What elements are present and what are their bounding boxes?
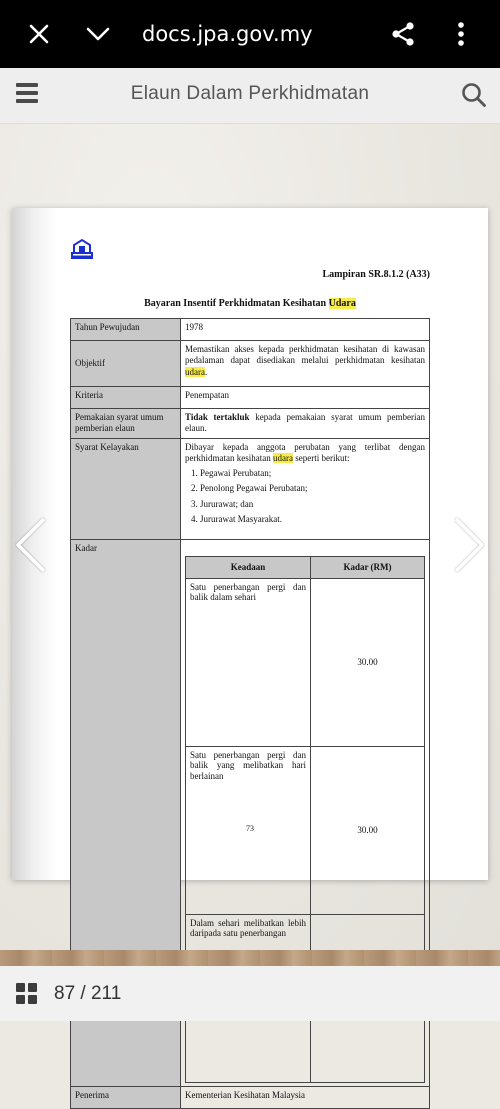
document-title [12, 298, 488, 309]
table-row [71, 319, 430, 341]
table-row [71, 1086, 430, 1108]
rate-condition: Dalam sehari melibatkan lebih daripada satu penerbangan [186, 914, 311, 1082]
eligibility-text-start: Dibayar kepada anggota perubatan yang terlibat dengan perkhidmatan kesihatan [185, 441, 425, 463]
row-value [181, 341, 430, 387]
row-label: Penerima [71, 1086, 181, 1108]
row-value [181, 409, 430, 439]
objective-text-end: . [205, 366, 208, 377]
next-page-arrow-icon[interactable] [450, 515, 490, 575]
eligibility-text-end: seperti berikut: [295, 452, 350, 463]
eligibility-text [185, 442, 425, 465]
share-icon[interactable] [389, 20, 417, 48]
table-row [71, 341, 430, 387]
rate-value: 30.00 [311, 578, 425, 746]
more-vert-icon[interactable] [447, 20, 475, 48]
row-label: Kadar [71, 539, 181, 1086]
row-label: Kriteria [71, 387, 181, 409]
rate-row [186, 578, 425, 746]
rate-value: 30.00 [311, 746, 425, 914]
search-highlight: udara [272, 452, 293, 463]
table-row [71, 387, 430, 409]
appendix-label: Lampiran SR.8.1.2 (A33) [322, 269, 430, 280]
row-value: Penempatan [181, 387, 430, 409]
list-item: 3. Jururawat; dan [191, 498, 254, 509]
document-title-text: Bayaran Insentif Perkhidmatan Kesihatan [144, 298, 327, 309]
app-header [0, 68, 500, 124]
row-label: Pemakaian syarat umum pemberian elaun [71, 409, 181, 439]
column-header: Keadaan [186, 556, 311, 578]
page-counter: 87 / 211 [54, 983, 122, 1004]
close-icon[interactable] [25, 20, 53, 48]
bold-text: Tidak tertakluk [185, 412, 250, 422]
jpa-logo-icon [70, 238, 94, 260]
rate-condition: Satu penerbangan pergi dan balik dalam sehari [186, 578, 311, 746]
column-header: Kadar (RM) [311, 556, 425, 578]
rate-header-row [186, 556, 425, 578]
wood-floor-decoration [0, 950, 500, 966]
objective-text: Memastikan akses kepada perkhidmatan kesihatan di kawasan pedalaman dapat disediakan melalui perkhidmatan kesihatan [185, 344, 425, 366]
bottom-bar [0, 966, 500, 1021]
url-text[interactable]: docs.jpa.gov.my [142, 22, 313, 46]
browser-toolbar [0, 0, 500, 68]
list-item: 2. Penolong Pegawai Perubatan; [191, 483, 308, 494]
search-highlight: udara [185, 366, 205, 377]
row-label: Objektif [71, 341, 181, 387]
rate-condition: Satu penerbangan pergi dan balik yang melibatkan hari berlainan [186, 746, 311, 914]
list-item: 1. Pegawai Perubatan; [191, 468, 272, 478]
table-row [71, 409, 430, 439]
search-highlight: Udara [328, 298, 356, 309]
table-row [71, 438, 430, 539]
search-icon[interactable] [461, 82, 487, 108]
row-value: Kementerian Kesihatan Malaysia [181, 1086, 430, 1108]
page-title: Elaun Dalam Perkhidmatan [130, 83, 370, 104]
list-item: 4. Jururawat Masyarakat. [191, 513, 282, 524]
row-value [181, 438, 430, 539]
row-text: kepada pemakaian syarat umum pemberian elaun. [185, 412, 426, 434]
row-label: Tahun Pewujudan [71, 319, 181, 341]
page-number: 73 [246, 824, 254, 833]
row-value: 1978 [181, 319, 430, 341]
grid-icon[interactable] [16, 983, 38, 1005]
eligibility-list [185, 468, 425, 525]
chevron-down-icon[interactable] [84, 20, 112, 48]
previous-page-arrow-icon[interactable] [10, 515, 50, 575]
row-label: Syarat Kelayakan [71, 438, 181, 539]
